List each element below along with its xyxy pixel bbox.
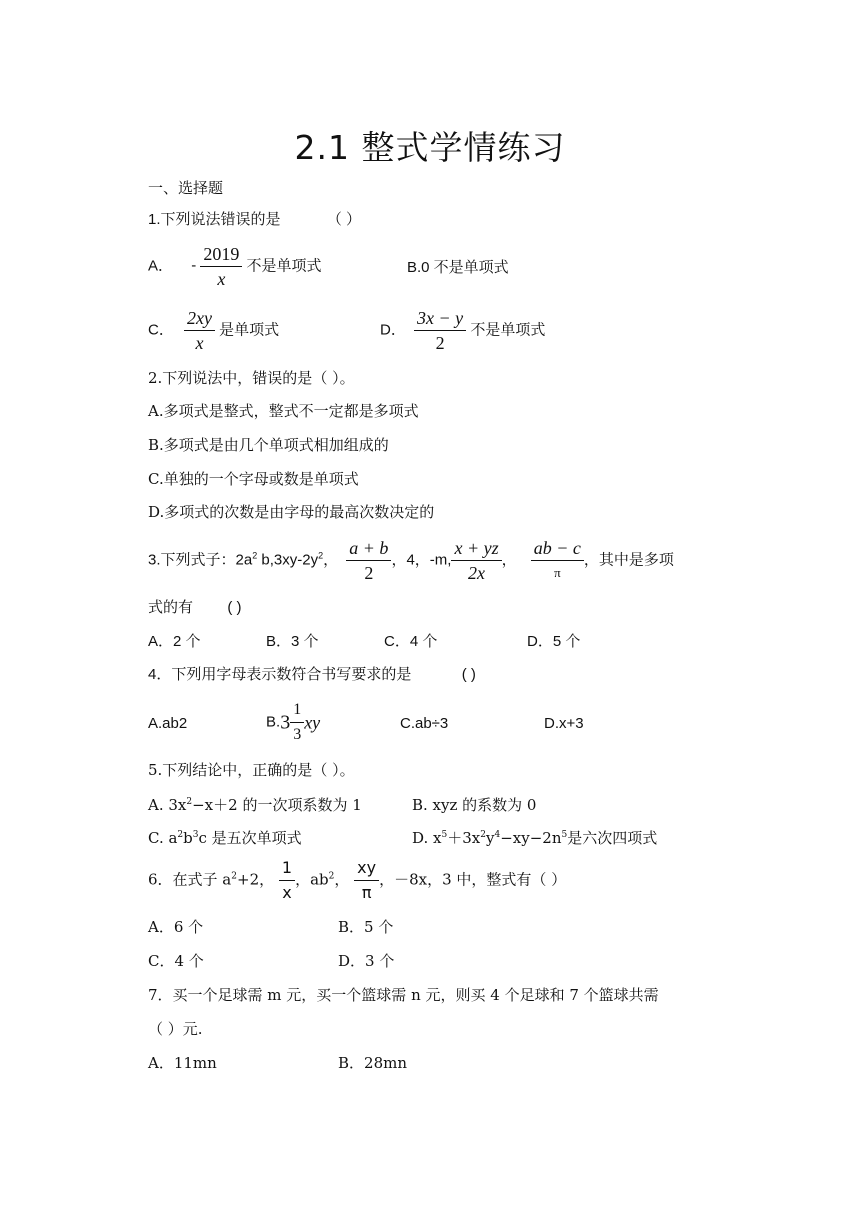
exponent: 2 [231,871,237,882]
mixed-number-whole: 3 [280,711,291,734]
fraction-denominator: 2 [435,333,445,353]
variable: xy [304,712,321,733]
fraction-xy-over-pi [354,858,379,903]
stem-part: ，其中是多项 [583,551,674,569]
fraction-2xy-over-x [184,308,215,353]
text-part: b [183,829,193,847]
question-3-option-b: B．3 个 [266,633,319,650]
fraction-numerator: 2019 [200,244,242,267]
fraction-a-plus-b-over-2 [346,538,391,583]
question-6-option-c: C．4 个 [148,952,204,970]
section-heading: 一、选择题 [148,179,224,197]
exponent: 5 [441,830,448,840]
question-1-text: 1.下列说法错误的是 [148,211,281,228]
text-part: ＋3x [447,829,481,847]
exponent: 2 [177,830,184,840]
option-text: 是单项式 [219,321,280,339]
question-2-option-a: A.多项式是整式，整式不一定都是多项式 [148,402,419,420]
fraction-x-plus-yz-over-2x [451,538,501,583]
option-label: B. [266,713,281,731]
text-part: +2， [237,870,275,889]
text-part: −x＋2 的一次项系数为 1 [192,796,362,814]
question-2-stem: 2.下列说法中，错误的是（ ）。 [148,369,355,387]
stem-part: 4．下列用字母表示数符合书写要求的是 [148,666,412,683]
question-5-stem: 5.下列结论中，正确的是（ ）。 [148,761,355,779]
question-1-option-b: B.0 不是单项式 [407,259,509,276]
question-6-stem [148,858,566,903]
stem-part: 3.下列式子：2a [148,551,253,569]
minus-sign: - [191,257,197,275]
exponent: 5 [561,830,568,840]
fraction-denominator: 2x [468,563,486,583]
option-text: 不是单项式 [470,321,546,339]
exponent: 2 [480,830,486,840]
text-part: y [485,829,495,847]
text-part: D. x [412,829,442,847]
exponent: 2 [328,871,335,882]
question-4-option-c: C.ab÷3 [400,715,449,732]
question-2-option-b: B.多项式是由几个单项式相加组成的 [148,436,389,454]
fraction-numerator: x + yz [451,538,501,561]
exponent: 2 [186,797,193,807]
page-title: 2.1 整式学情练习 [294,128,566,167]
fraction-denominator: π [361,883,372,902]
fraction-one-third [290,700,304,745]
separator: ， [501,551,517,569]
fraction-numerator: ab − c [531,538,584,561]
question-2-option-c: C.单独的一个字母或数是单项式 [148,470,359,488]
question-7-stem: 7．买一个足球需 m 元，买一个篮球需 n 元，则买 4 个足球和 7 个篮球共需 [148,986,659,1004]
exponent: 4 [494,830,501,840]
separator: ， [323,551,339,569]
fraction-denominator: x [282,883,292,902]
question-1-paren: （ ） [326,211,362,228]
question-6-option-b: B．5 个 [338,918,394,936]
exponent: 2 [318,550,324,561]
text-part: 6．在式子 a [148,870,232,889]
question-7-stem-continued: （ ）元. [148,1020,203,1038]
question-3-stem [148,538,674,583]
option-label: D． [380,321,406,339]
fraction-numerator: 2xy [184,308,215,331]
question-4-stem [148,665,476,685]
question-4-option-a: A.ab2 [148,715,188,732]
option-label: A． [148,257,174,275]
fraction-numerator: 1 [290,700,304,723]
fraction-denominator: π [554,565,561,580]
exponent: 3 [192,830,199,840]
question-3-paren: ( ) [227,599,242,616]
option-label: C． [148,321,174,339]
fraction-denominator: x [195,333,204,353]
question-4-option-d: D.x+3 [544,715,584,732]
text-part: ，ab [295,870,329,889]
stem-part: ，4，-m, [391,551,452,569]
stem-part: b,3xy-2y [257,551,319,569]
question-3-stem-continued [148,598,242,618]
question-5-option-b: B. xyz 的系数为 0 [412,796,537,814]
question-1-option-d [380,308,545,353]
fraction-numerator: xy [354,858,379,881]
stem-part: 式的有 [148,599,194,616]
fraction-denominator: 3 [293,726,302,743]
fraction-one-over-x [279,858,295,903]
fraction-numerator: 1 [279,858,295,881]
text-part: ， [334,870,350,889]
question-3-option-d: D．5 个 [527,633,581,650]
text-part: c 是五次单项式 [198,829,302,847]
fraction-numerator: 3x − y [414,308,466,331]
text-part: −xy−2n [500,829,562,847]
question-6-option-a: A．6 个 [148,918,204,936]
option-text: 不是单项式 [246,257,322,275]
question-5-option-a [148,795,362,815]
text-part: C. a [148,829,178,847]
fraction-denominator: 2 [364,563,374,583]
question-4-option-b [266,700,320,745]
text-part: A. 3x [148,796,187,814]
question-3-option-c: C．4 个 [384,633,438,650]
question-5-option-c [148,828,302,848]
question-2-option-d: D.多项式的次数是由字母的最高次数决定的 [148,503,435,521]
fraction-3x-minus-y-over-2 [414,308,466,353]
exponent: 2 [252,550,258,561]
question-1-option-a [148,244,322,289]
fraction-ab-minus-c-over-pi [531,538,584,583]
text-part: 是六次四项式 [567,829,658,847]
text-part: ，－8x，3 中，整式有（ ） [379,870,567,889]
fraction-numerator: a + b [346,538,391,561]
question-6-option-d: D．3 个 [338,952,395,970]
question-1-option-c [148,308,279,353]
question-3-option-a: A．2 个 [148,633,201,650]
question-7-option-b: B．28mn [338,1054,407,1072]
question-7-option-a: A．11mn [148,1054,217,1072]
question-5-option-d [412,828,657,848]
fraction-2019-over-x [200,244,242,289]
question-1-stem [148,210,361,230]
fraction-denominator: x [217,269,226,289]
question-4-paren: ( ) [461,666,476,683]
